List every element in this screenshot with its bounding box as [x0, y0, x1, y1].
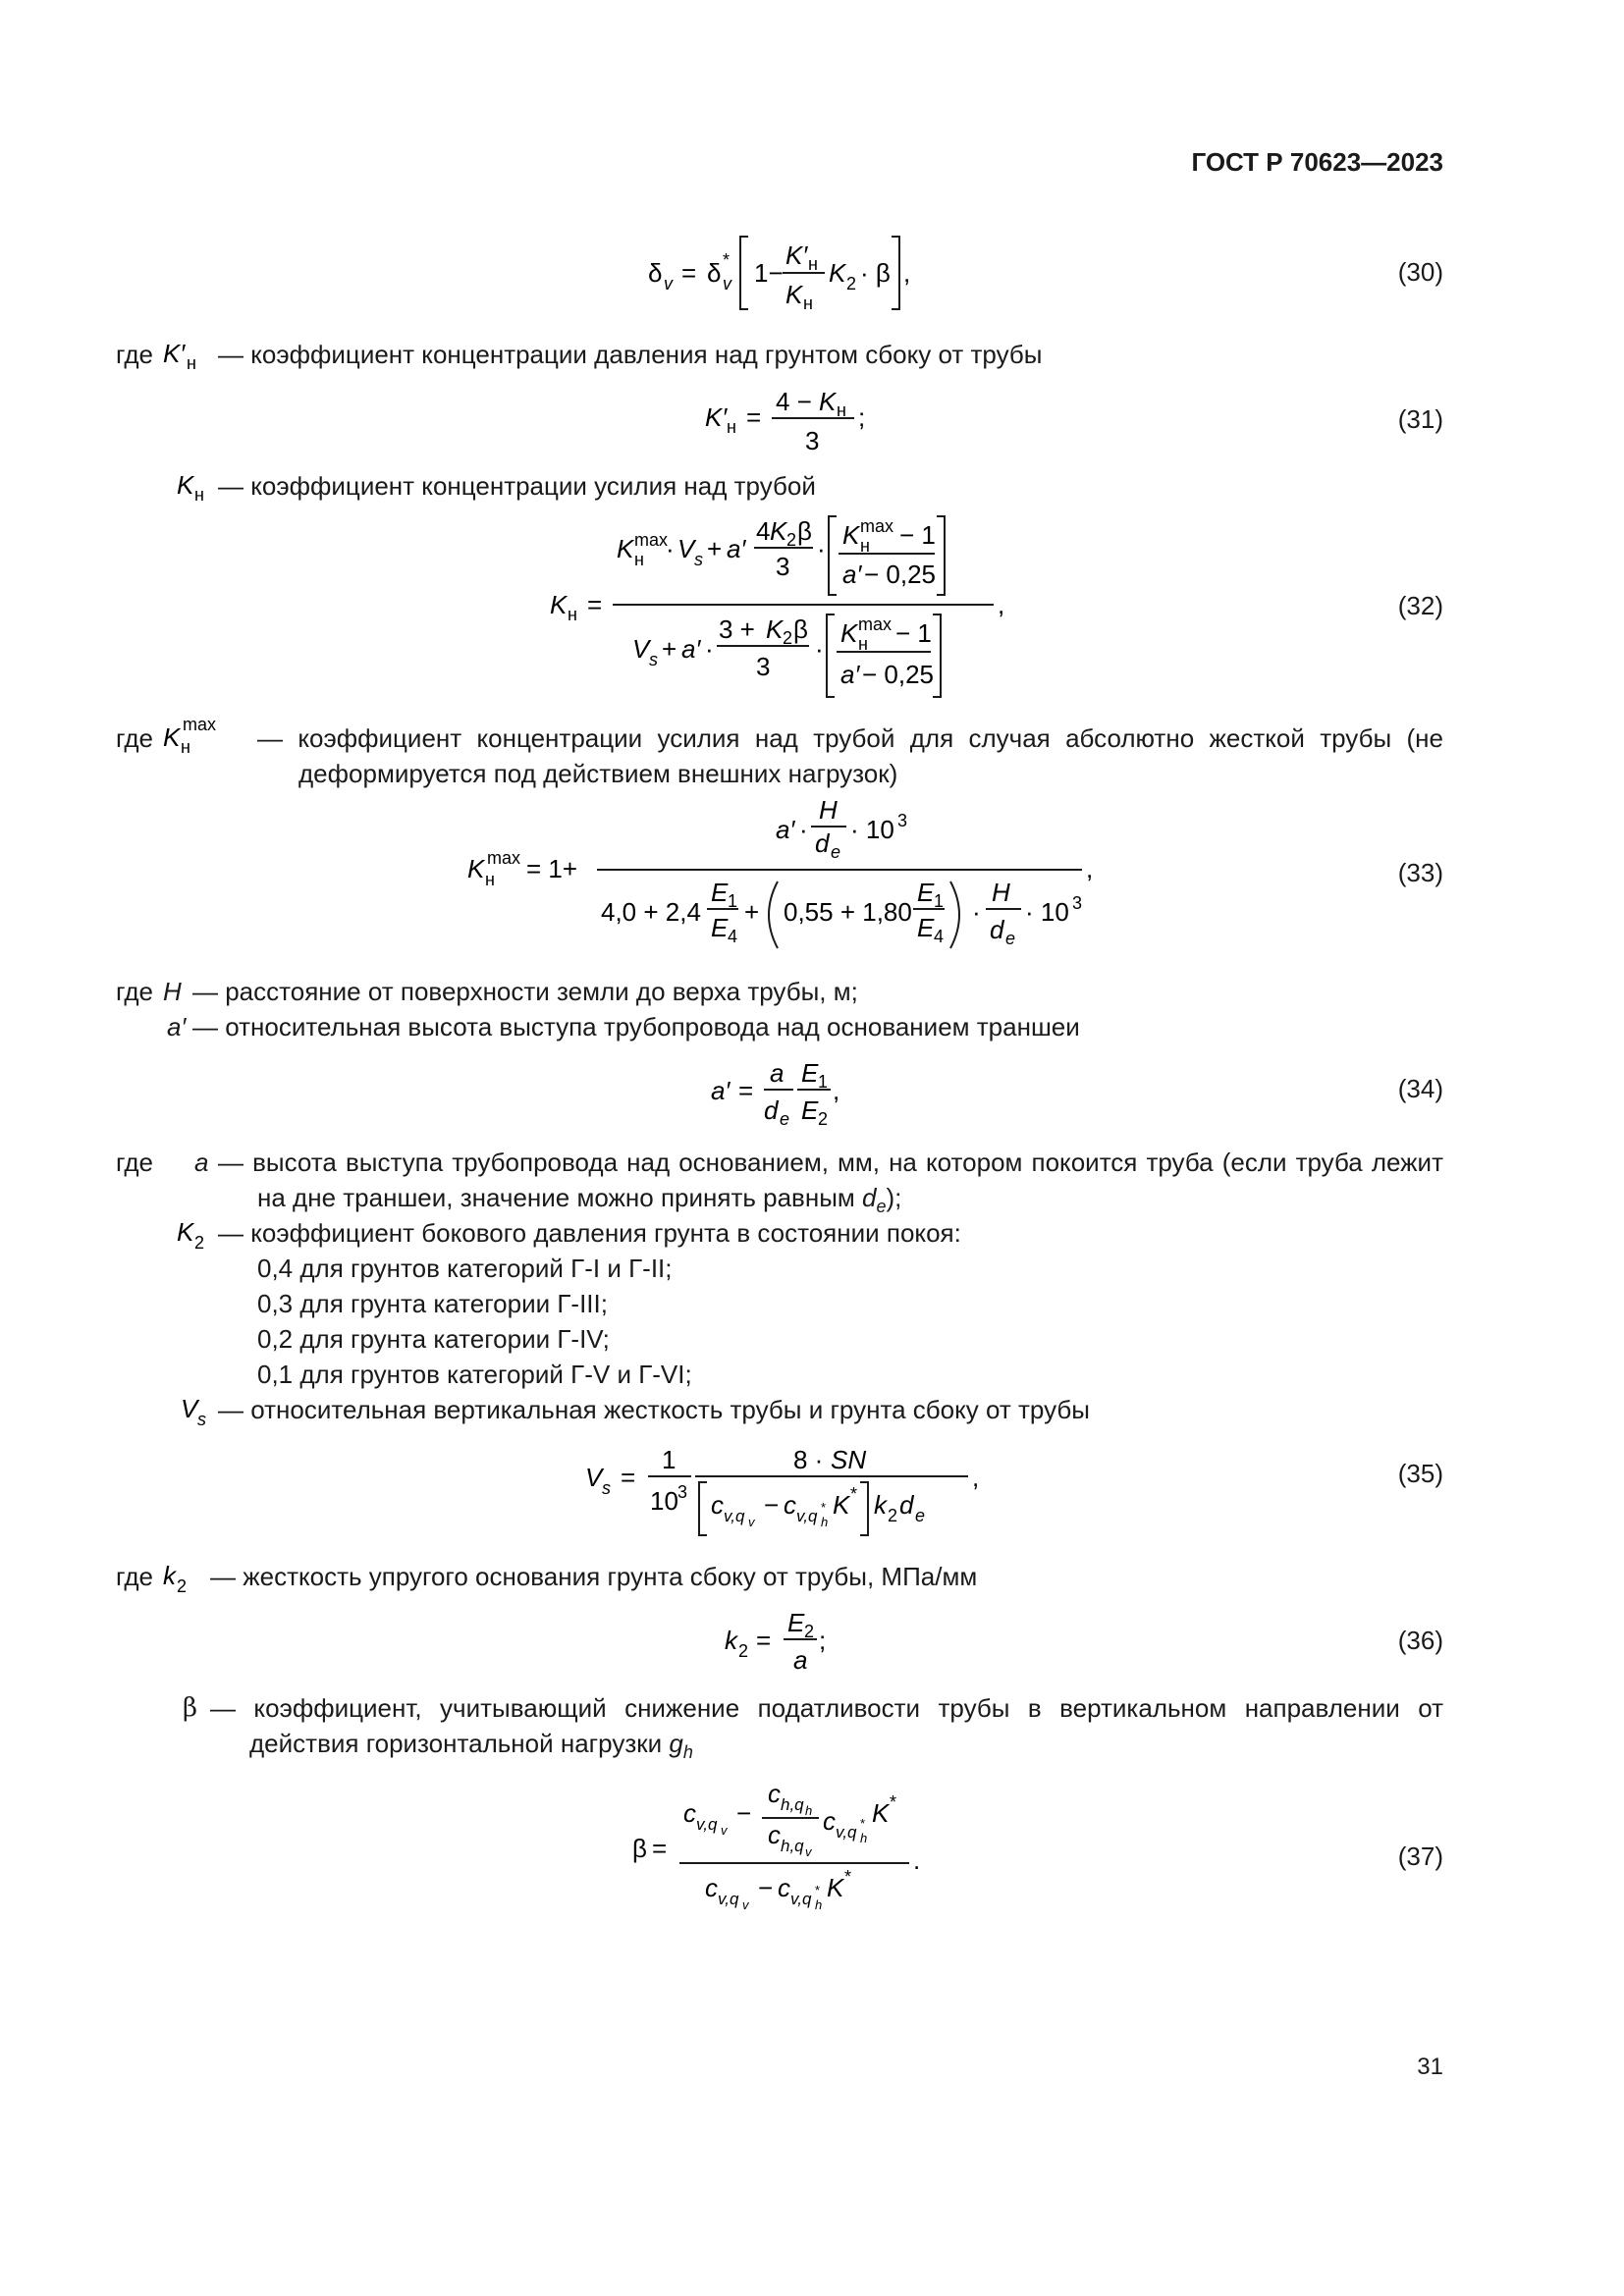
symbol-k2 — [177, 1215, 216, 1255]
svg-text:4 −: 4 − — [776, 387, 812, 416]
svg-text:K: K — [467, 854, 485, 883]
svg-text:4: 4 — [934, 927, 945, 946]
svg-text:1: 1 — [818, 1072, 829, 1092]
svg-text:н: н — [837, 400, 846, 420]
def-where: где — [116, 1562, 153, 1591]
equation-number-32: (32) — [1397, 591, 1443, 620]
svg-text:c: c — [778, 1873, 790, 1902]
svg-text:=: = — [681, 258, 697, 288]
equation-33 — [461, 793, 1129, 960]
svg-text:·: · — [815, 634, 824, 664]
svg-text:2: 2 — [846, 274, 857, 294]
svg-text:K′: K′ — [785, 240, 808, 270]
svg-text:− 1: − 1 — [895, 618, 932, 648]
svg-text:8 ·: 8 · — [793, 1445, 824, 1474]
svg-text:=: = — [621, 1463, 636, 1492]
svg-text:4: 4 — [756, 516, 771, 546]
svg-text:E: E — [711, 878, 729, 907]
symbol-kn-max — [163, 711, 242, 756]
svg-text:3: 3 — [776, 552, 790, 581]
svg-text:н: н — [194, 485, 204, 505]
svg-text:e: e — [831, 842, 841, 862]
def-kn-max: — коэффициент концентрации усилия над трубой для случая абсолютно жесткой трубы (не деформируется под действием внешних нагрузок) — [257, 723, 1443, 788]
symbol-k2-small — [163, 1559, 198, 1598]
k2-item: 0,3 для грунта категории Г-III; — [257, 1289, 608, 1318]
svg-text:a′: a′ — [711, 1076, 731, 1105]
svg-text:h: h — [860, 1831, 868, 1845]
svg-text:h: h — [815, 1897, 823, 1912]
svg-text:K: K — [766, 614, 784, 644]
svg-text:=: = — [756, 1626, 772, 1655]
svg-text:h: h — [805, 1803, 813, 1818]
document-code: ГОСТ Р 70623—2023 — [1191, 147, 1443, 177]
k2-item: 0,2 для грунта категории Г-IV; — [257, 1324, 610, 1354]
svg-text:k: k — [725, 1626, 737, 1655]
def-h: — расстояние от поверхности земли до верха трубы, м; — [192, 977, 858, 1006]
svg-text:e: e — [1005, 929, 1016, 948]
svg-text:v: v — [805, 1844, 812, 1859]
svg-text:SN: SN — [831, 1445, 867, 1474]
svg-text:a: a — [793, 1645, 808, 1675]
symbol-kn — [177, 468, 216, 507]
svg-text:1: 1 — [728, 891, 738, 911]
def-where: где — [116, 1148, 153, 1177]
svg-text:E: E — [787, 1608, 805, 1637]
svg-text:β: β — [797, 516, 812, 546]
svg-text:− 0,25: − 0,25 — [864, 560, 937, 589]
symbol-vs — [181, 1392, 220, 1431]
svg-text:K: K — [840, 618, 858, 648]
svg-text:2: 2 — [786, 530, 797, 550]
svg-text:*: * — [821, 1500, 827, 1515]
svg-text:H: H — [819, 795, 838, 825]
def-where: где — [116, 340, 153, 369]
svg-text:1: 1 — [662, 1445, 677, 1474]
def-a-prime: — относительная высота выступа трубопровода над основанием траншеи — [192, 1012, 1080, 1041]
svg-text:a′: a′ — [840, 660, 860, 689]
svg-text:K: K — [872, 1798, 890, 1828]
svg-text:н: н — [187, 353, 196, 373]
svg-text:K: K — [550, 590, 568, 619]
equation-35 — [579, 1435, 992, 1543]
svg-text:*: * — [723, 250, 731, 270]
svg-text:max: max — [183, 715, 217, 734]
svg-text:· β: · β — [860, 258, 891, 288]
svg-text:+: + — [707, 534, 723, 563]
svg-text:c: c — [768, 1779, 781, 1808]
svg-text:,: , — [972, 1463, 980, 1492]
k2-item: 0,1 для грунтов категорий Г-V и Г-VI; — [257, 1360, 692, 1389]
svg-text:3 +: 3 + — [719, 614, 755, 644]
svg-text:E: E — [801, 1058, 819, 1088]
svg-text:−: − — [758, 1873, 774, 1902]
equation-31 — [697, 381, 893, 459]
svg-text:*: * — [815, 1883, 821, 1897]
symbol-beta: β — [183, 1693, 198, 1723]
svg-text:,: , — [833, 1076, 840, 1105]
svg-text:d: d — [764, 1095, 779, 1125]
equation-32 — [540, 510, 1031, 707]
svg-text:K: K — [177, 470, 194, 500]
svg-text:c: c — [711, 1490, 724, 1520]
symbol-a-prime: a′ — [167, 1012, 187, 1041]
symbol-h: H — [163, 977, 182, 1006]
def-where: где — [116, 723, 153, 753]
svg-text:+: + — [744, 897, 760, 927]
svg-text:3: 3 — [805, 426, 820, 455]
svg-text:a′: a′ — [727, 534, 746, 563]
svg-text:E: E — [917, 878, 935, 907]
def-a: — высота выступа трубопровода над основанием, мм, на котором покоится труба (если труба лежит на дне траншеи, значение можно принять равным $d_e$); — [218, 1148, 1443, 1217]
svg-text:e: e — [915, 1506, 926, 1525]
k2-item: 0,4 для грунтов категорий Г-I и Г-II; — [257, 1254, 673, 1283]
def-k2-small: — жесткость упругого основания грунта сбоку от трубы, МПа/мм — [210, 1562, 978, 1591]
svg-text:k: k — [874, 1490, 887, 1520]
svg-text:a′: a′ — [842, 560, 862, 589]
svg-text:2: 2 — [194, 1233, 205, 1253]
svg-text:s: s — [602, 1478, 611, 1498]
svg-text:1−: 1− — [754, 258, 784, 288]
svg-text:h,q: h,q — [781, 1795, 804, 1814]
svg-text:*: * — [844, 1867, 852, 1887]
svg-text:н: н — [858, 634, 868, 654]
svg-text:a′: a′ — [776, 815, 795, 844]
def-where: где — [116, 977, 153, 1006]
svg-text:V: V — [677, 534, 695, 563]
svg-text:− 0,25: − 0,25 — [862, 660, 935, 689]
equation-number-34: (34) — [1397, 1074, 1443, 1103]
svg-text:;: ; — [858, 402, 866, 432]
svg-text:K: K — [770, 516, 787, 546]
svg-text:K′: K′ — [705, 402, 728, 432]
equation-number-35: (35) — [1397, 1459, 1443, 1488]
svg-text:h: h — [821, 1515, 829, 1529]
svg-text:н: н — [860, 536, 870, 556]
svg-text:a′: a′ — [681, 634, 701, 664]
svg-text:max: max — [860, 516, 894, 536]
def-beta: — коэффициент, учитывающий снижение податливости трубы в вертикальном направлении от действия горизонтальной нагрузки $g_h$ — [210, 1693, 1443, 1763]
svg-text:s: s — [197, 1410, 206, 1429]
svg-text:1: 1 — [934, 891, 945, 911]
svg-text:d: d — [899, 1490, 914, 1520]
equation-number-36: (36) — [1397, 1626, 1443, 1655]
svg-text:δ: δ — [707, 258, 722, 288]
svg-text:c: c — [683, 1798, 696, 1828]
svg-text:δ: δ — [648, 258, 663, 288]
svg-text:E: E — [801, 1095, 819, 1125]
svg-text:=: = — [746, 402, 762, 432]
symbol-kn-prime — [163, 337, 208, 376]
svg-text:c: c — [768, 1820, 781, 1849]
svg-text:10: 10 — [650, 1486, 678, 1516]
svg-text:v,q: v,q — [718, 1890, 739, 1908]
svg-text:.: . — [913, 1845, 921, 1875]
svg-text:· 10: · 10 — [850, 815, 894, 844]
svg-text:V: V — [632, 634, 650, 664]
equation-number-37: (37) — [1397, 1842, 1443, 1871]
equation-37 — [624, 1775, 958, 1922]
svg-text:K: K — [617, 534, 634, 563]
svg-text:k: k — [163, 1561, 176, 1590]
svg-text:;: ; — [819, 1626, 827, 1655]
svg-text:=: = — [652, 1834, 668, 1863]
svg-text:*: * — [860, 1816, 866, 1831]
svg-text:c: c — [784, 1490, 796, 1520]
def-kn-prime: — коэффициент концентрации давления над грунтом сбоку от трубы — [218, 340, 1043, 369]
svg-text:·: · — [705, 634, 714, 664]
def-vs: — относительная вертикальная жесткость трубы и грунта сбоку от трубы — [218, 1395, 1090, 1424]
equation-number-30: (30) — [1397, 257, 1443, 287]
svg-text:E: E — [917, 913, 935, 942]
svg-text:max: max — [634, 530, 669, 550]
svg-text:н: н — [803, 294, 813, 313]
svg-text:K: K — [827, 1873, 844, 1902]
svg-text:K: K — [163, 722, 181, 752]
svg-text:max: max — [858, 614, 893, 634]
svg-text:,: , — [903, 258, 911, 288]
svg-text:v,q: v,q — [836, 1823, 857, 1842]
svg-text:v: v — [723, 274, 731, 294]
svg-text:2: 2 — [783, 628, 793, 648]
svg-text:−: − — [764, 1490, 780, 1520]
svg-text:v: v — [664, 274, 673, 294]
svg-text:K: K — [842, 520, 860, 550]
svg-text:2: 2 — [177, 1576, 188, 1596]
svg-text:·: · — [972, 897, 981, 927]
symbol-a: a — [194, 1148, 209, 1177]
svg-text:= 1+: = 1+ — [526, 854, 578, 883]
svg-text:V: V — [181, 1394, 198, 1423]
svg-text:d: d — [990, 915, 1004, 944]
svg-text:2: 2 — [818, 1109, 829, 1129]
svg-text:K: K — [785, 280, 803, 309]
svg-text:2: 2 — [804, 1622, 815, 1641]
svg-text:4,0 + 2,4: 4,0 + 2,4 — [601, 897, 701, 927]
svg-text:E: E — [711, 913, 729, 942]
equation-30 — [628, 231, 952, 319]
svg-text:0,55 + 1,80: 0,55 + 1,80 — [784, 897, 912, 927]
svg-text:*: * — [850, 1484, 858, 1504]
svg-text:h,q: h,q — [781, 1837, 804, 1855]
equation-number-33: (33) — [1397, 858, 1443, 887]
svg-text:2: 2 — [888, 1506, 898, 1525]
svg-text:·: · — [817, 534, 826, 563]
svg-text:3: 3 — [897, 811, 908, 830]
svg-text:v: v — [748, 1515, 755, 1529]
svg-text:v,q: v,q — [796, 1507, 818, 1525]
svg-text:c: c — [823, 1806, 836, 1836]
svg-text:3: 3 — [1072, 893, 1083, 913]
svg-text:=: = — [738, 1076, 754, 1105]
svg-text:−: − — [736, 1798, 752, 1828]
svg-text:н: н — [727, 417, 736, 437]
svg-text:н: н — [634, 550, 644, 569]
def-kn: — коэффициент концентрации усилия над трубой — [218, 471, 816, 501]
svg-text:*: * — [890, 1792, 897, 1812]
svg-text:2: 2 — [738, 1641, 749, 1661]
svg-text:н: н — [181, 737, 190, 756]
svg-text:v: v — [742, 1897, 749, 1912]
svg-text:K: K — [819, 387, 837, 416]
svg-text:c: c — [705, 1873, 718, 1902]
svg-text:max: max — [487, 848, 521, 868]
svg-text:,: , — [998, 590, 1005, 619]
svg-text:v,q: v,q — [724, 1507, 745, 1525]
def-k2: — коэффициент бокового давления грунта в состоянии покоя: — [218, 1218, 961, 1248]
svg-text:н: н — [568, 605, 577, 624]
equation-34 — [703, 1050, 870, 1139]
svg-text:,: , — [1086, 854, 1094, 883]
svg-text:·: · — [799, 815, 808, 844]
svg-text:− 1: − 1 — [899, 520, 936, 550]
svg-text:K′: K′ — [163, 339, 186, 368]
svg-text:· 10: · 10 — [1025, 897, 1069, 927]
svg-text:+: + — [662, 634, 677, 664]
svg-text:e: e — [780, 1109, 790, 1129]
equation-number-31: (31) — [1397, 404, 1443, 434]
svg-text:d: d — [815, 828, 830, 858]
svg-text:β: β — [793, 614, 808, 644]
svg-text:K: K — [829, 258, 846, 288]
svg-text:v,q: v,q — [696, 1815, 718, 1834]
svg-text:н: н — [808, 254, 818, 274]
svg-text:V: V — [585, 1463, 603, 1492]
svg-text:3: 3 — [677, 1482, 688, 1502]
svg-text:н: н — [485, 870, 495, 889]
svg-text:v: v — [721, 1823, 728, 1838]
svg-text:K: K — [833, 1490, 850, 1520]
svg-text:K: K — [177, 1217, 194, 1247]
svg-text:4: 4 — [728, 927, 738, 946]
svg-text:s: s — [694, 550, 703, 569]
svg-text:·: · — [666, 534, 675, 563]
svg-text:=: = — [587, 590, 603, 619]
svg-text:v,q: v,q — [790, 1890, 812, 1908]
svg-text:β: β — [632, 1834, 647, 1863]
svg-text:a: a — [770, 1058, 785, 1088]
svg-text:3: 3 — [756, 652, 771, 681]
equation-36 — [717, 1602, 854, 1690]
svg-text:s: s — [649, 650, 658, 669]
svg-text:H: H — [992, 878, 1010, 907]
page-number: 31 — [1417, 2054, 1443, 2080]
